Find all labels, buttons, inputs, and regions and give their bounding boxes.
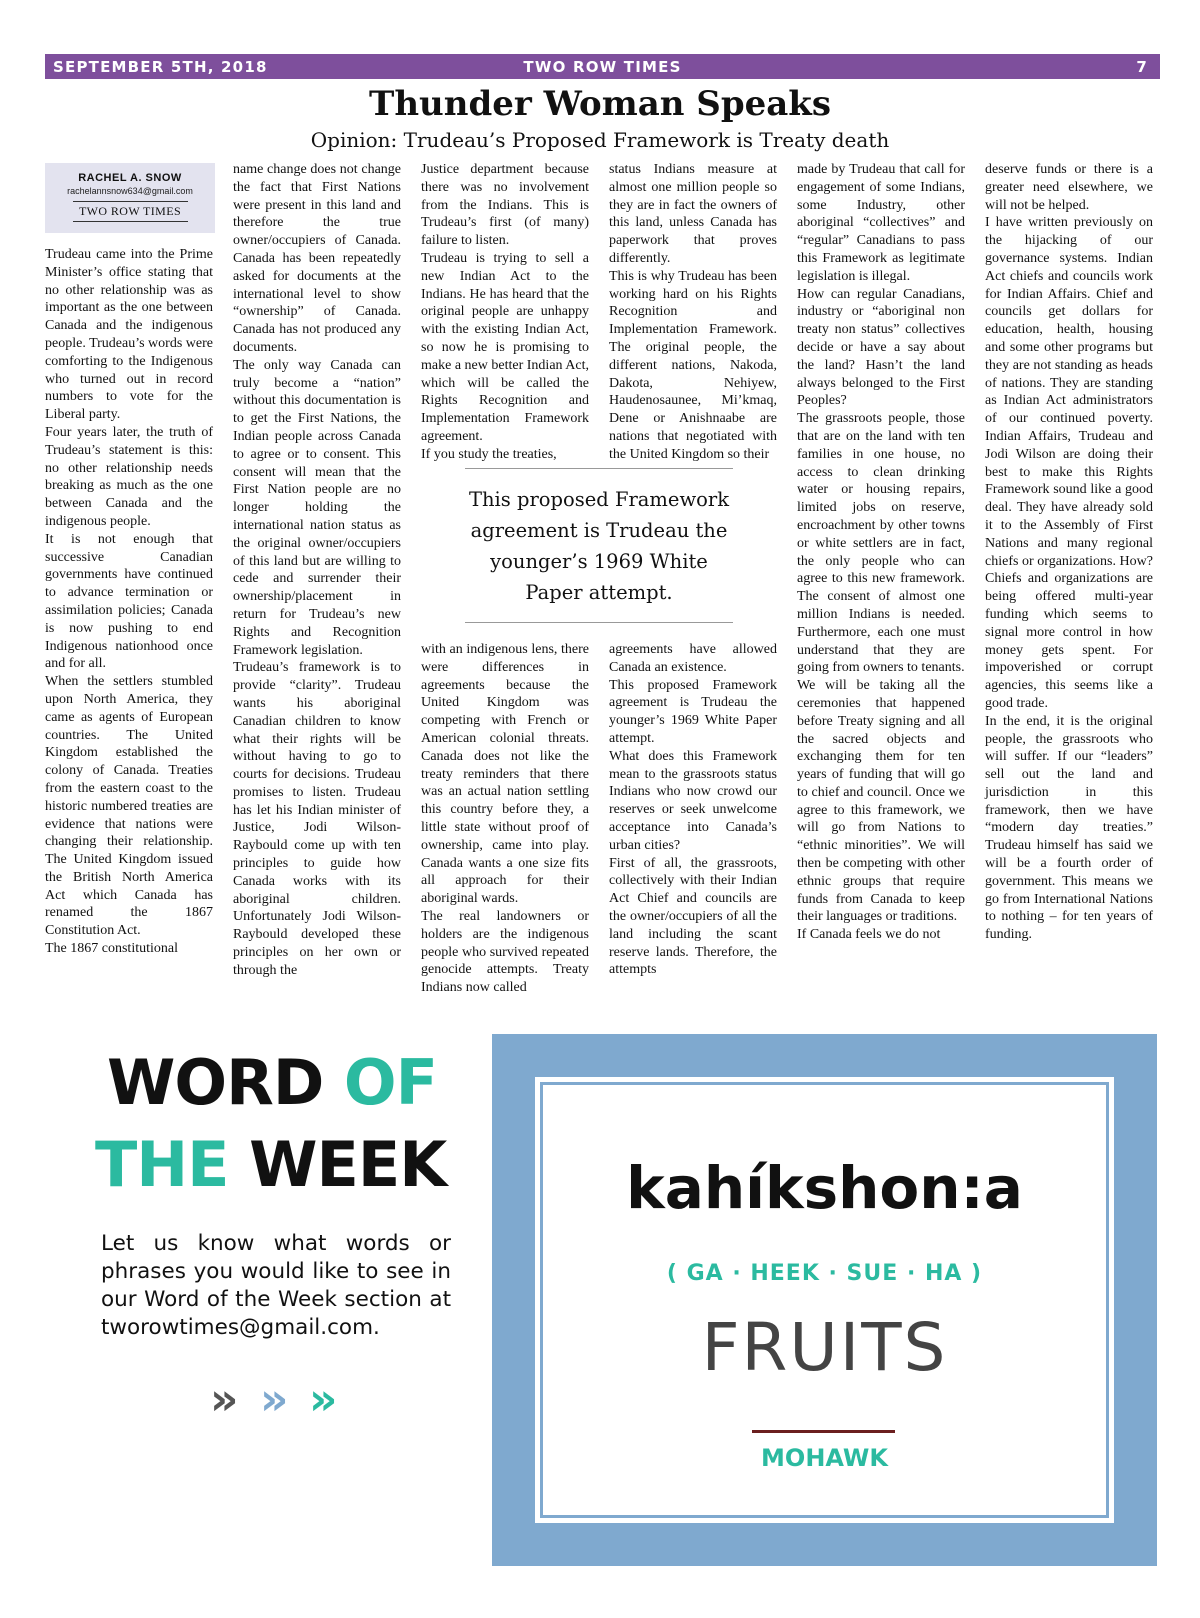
word-card-frame [492, 1034, 1157, 1566]
article-column-2: name change does not change the fact that First Nations were present in this land and therefore the true owner/occupiers of Canada. Canada has been repeatedly asked for documents at the international level to show “ownership” of Canada. Canada has not produced any documents. The only way Canada can truly become a “nation” without this documentation is to get the First Nations, the Indian people across Canada to agree or to consent. This consent will mean that the First Nation people are no longer holding the international nation status as the original owner/occupiers of this land but are willing to cede and surrender their ownership/placement in return for Trudeau’s new Rights and Recognition Framework legislation. Trudeau’s framework is to provide “clarity”. Trudeau wants his aboriginal Canadian children to know what their rights will be without having to go to courts for decisions. Trudeau promises to listen. Trudeau has let his Indian minister of Justice, Jodi Wilson-Raybould come up with ten principles to guide how Canada works with its aboriginal children. Unfortunately Jodi Wilson-Raybould developed these principles on her own or through the [233, 162, 401, 978]
article-subtitle: Opinion: Trudeau’s Proposed Framework is Treaty death [310, 128, 890, 152]
chevron-right-icon: » [260, 1374, 289, 1425]
heading-word: WORD [107, 1046, 324, 1119]
article-column-4a: status Indians measure at almost one million people so they are in fact the owners of this land, unless Canada has paperwork that proves differently. This is why Trudeau has been working hard on his Rights Recognition and Implementation Framework. The original people, the different nations, Nakoda, Dakota, Nehiyew, Haudenosaunee, Mi’kmaq, Dene or Anishnaabe are nations that negotiated with the United Kingdom so their [609, 162, 777, 462]
author-email: rachelannsnow634@gmail.com [67, 186, 193, 196]
page-header-bar [45, 54, 1160, 79]
article-column-5: made by Trudeau that call for engagement of some Indians, some Industry, other aboriginal “collectives” and “regular” Canadians to pass this Framework as legitimate legislation is illegal. How can regular Canadians, industry or “aboriginal non treaty non status” collectives decide or have a say about the land? Hasn’t the land always belonged to the First Peoples? The grassroots people, those that are on the land with ten families in one house, no access to clean drinking water or housing repairs, limited jobs on reserve, encroachment by other towns or white settlers are in fact, the only people who can agree to this new framework. The consent of almost one million Indians is needed. Furthermore, each one must understand that they are going from owners to tenants. We will be taking all the ceremonies that happened before Treaty signing and all the sacred objects and exchanging them for ten years of funding that will go to chief and council. Once we agree to this framework, we will go from Nations to “ethnic minorities”. We will then be competing with other ethnic groups that require funds from Canada to keep their languages or traditions. If Canada feels we do not [797, 162, 965, 943]
author-name: RACHEL A. SNOW [78, 172, 182, 184]
article-column-3b: with an indigenous lens, there were differences in agreements because the United Kingdom was competing with French or American colonial threats. Canada does not like the treaty reminders that there was an actual nation settling this country before they, a little state without proof of ownership, came into play. Canada wants a one size fits all approach for their aboriginal wards. The real landowners or holders are the indigenous people who survived repeated genocide attempts. Treaty Indians now called [421, 642, 589, 996]
word-card [547, 1089, 1102, 1511]
issue-date: SEPTEMBER 5TH, 2018 [53, 58, 268, 76]
byline-publication: TWO ROW TIMES [73, 201, 188, 222]
word-of-the-week-description: Let us know what words or phrases you would like to see in our Word of the Week section at tworowtimes@gmail.com. [101, 1231, 451, 1340]
chevron-right-icon: » [309, 1374, 338, 1425]
article-column-3a: Justice department because there was no involvement from the Indians. This is Trudeau’s first (of many) failure to listen. Trudeau is trying to sell a new Indian Act to the Indians. He has heard that the original people are unhappy with the existing Indian Act, so now he is promising to make a new better Indian Act, which will be called the Rights Recognition and Implementation Framework agreement. If you study the treaties, [421, 162, 589, 462]
heading-week: WEEK [249, 1128, 447, 1201]
byline-box [45, 163, 215, 233]
heading-the: THE [95, 1128, 229, 1201]
pronunciation: ( GA · HEEK · SUE · HA ) [666, 1261, 983, 1286]
publication-name: TWO ROW TIMES [523, 58, 682, 76]
article-column-4b: agreements have allowed Canada an existence. This proposed Framework agreement is Trudeau the younger’s 1969 White Paper attempt. What does this Framework mean to the grassroots status Indians who now crowd our reserves or seek unwelcome acceptance into Canada’s urban cities? First of all, the grassroots, collectively with their Indian Act Chief and councils are the owner/occupiers of all the land including the scant reserve lands. Therefore, the attempts [609, 642, 777, 978]
featured-word: kahíkshon:a [626, 1154, 1023, 1222]
word-of-the-week-heading [95, 1042, 465, 1206]
article-column-6: deserve funds or there is a greater need elsewhere, we will not be helped. I have written previously on the hijacking of our governance systems. Indian Act chiefs and councils work for Indian Affairs. Chief and councils get dollars for education, health, housing and some other programs but they are not standing as heads of nations. They are standing as Indian Act administrators of our continued poverty. Indian Affairs, Trudeau and Jodi Wilson are doing their best to make this Rights Framework sound like a good deal. They have already sold it to the Assembly of First Nations and many regional chiefs or organizations. How? Chiefs and organizations are being offered multi-year funding which seems to signal more control in how money gets spent. For impoverished or corrupt agencies, this seems like a good trade. In the end, it is the original people, the grassroots who will suffer. If our “leaders” sell out the land and jurisdiction in this framework, then we have “modern day treaties.” Trudeau himself has said we will be a fourth order of government. This means we go from International Nations to nothing – for ten years of funding. [985, 162, 1153, 943]
page-number: 7 [1136, 58, 1148, 76]
pull-quote: This proposed Framework agreement is Trudeau the younger’s 1969 White Paper attempt. [465, 468, 733, 623]
chevron-right-icon: » [210, 1374, 239, 1425]
word-language: MOHAWK [761, 1444, 888, 1472]
article-column-1: Trudeau came into the Prime Minister’s office stating that no other relationship was as important as the one between Canada and the indigenous people. Trudeau’s words were comforting to the Indigenous who turned out in record numbers to vote for the Liberal party. Four years later, the truth of Trudeau’s statement is this: no other relationship needs breaking as much as the one between Canada and the indigenous people. It is not enough that successive Canadian governments have continued to advance termination or assimilation policies; Canada is now pushing to end Indigenous nationhood once and for all. When the settlers stumbled upon North America, they came as agents of European countries. The United Kingdom established the colony of Canada. Treaties from the eastern coast to the historic numbered treaties are evidence that nations were changing their relationship. The United Kingdom issued the British North America Act which Canada has renamed the 1867 Constitution Act. The 1867 constitutional [45, 247, 213, 957]
article-title: Thunder Woman Speaks [369, 84, 831, 124]
heading-of: OF [343, 1046, 437, 1119]
word-meaning: FRUITS [701, 1309, 948, 1386]
divider [752, 1430, 895, 1433]
